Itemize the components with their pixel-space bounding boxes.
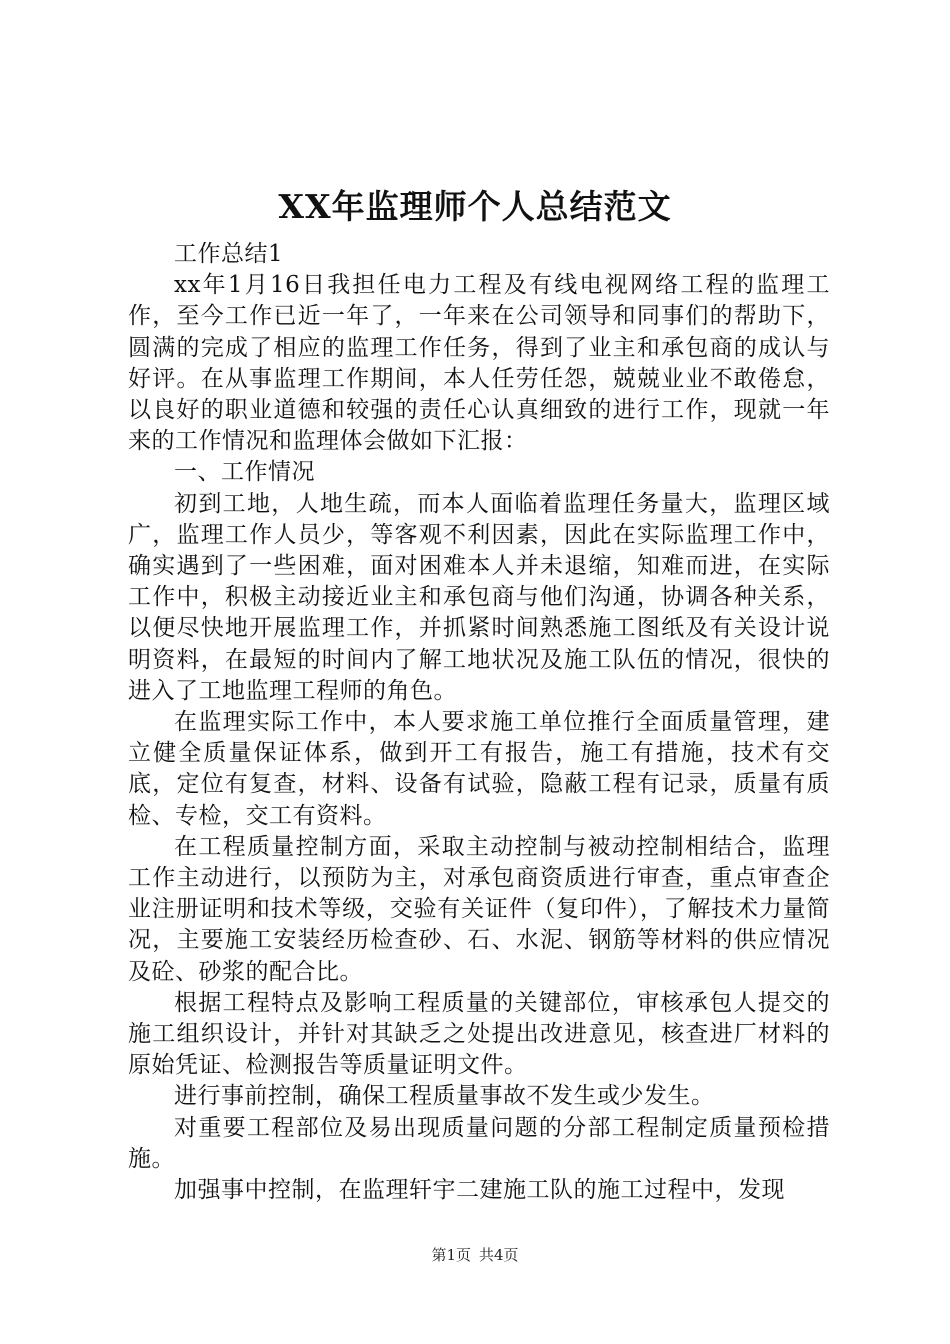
paragraph: 对重要工程部位及易出现质量问题的分部工程制定质量预检措施。 [128,1114,830,1172]
paragraph: 在工程质量控制方面，采取主动控制与被动控制相结合，监理工作主动进行，以预防为主，对承包商资质进行审查，重点审查企业注册证明和技术等级，交验有关证件（复印件），了解技术力量简况，主要施工安装经历检查砂、石、水泥、钢筋等材料的供应情况及砼、砂浆的配合比。 [128,833,830,985]
paragraph: 加强事中控制，在监理轩宇二建施工队的施工过程中，发现 [174,1177,785,1204]
paragraph: 根据工程特点及影响工程质量的关键部位，审核承包人提交的施工组织设计，并针对其缺乏之处提出改进意见，核查进厂材料的原始凭证、检测报告等质量证明文件。 [128,989,830,1079]
paragraph: 初到工地，人地生疏，而本人面临着监理任务量大，监理区域广，监理工作人员少，等客观不利因素，因此在实际监理工作中，确实遇到了一些困难，面对困难本人并未退缩，知难而进，在实际工作中，积极主动接近业主和承包商与他们沟通，协调各种关系，以便尽快地开展监理工作，并抓紧时间熟悉施工图纸及有关设计说明资料，在最短的时间内了解工地状况及施工队伍的情况，很快的进入了工地监理工程师的角色。 [128,490,830,704]
paragraph: 在监理实际工作中，本人要求施工单位推行全面质量管理，建立健全质量保证体系，做到开工有报告，施工有措施，技术有交底，定位有复查，材料、设备有试验，隐蔽工程有记录，质量有质检、专检，交工有资料。 [128,709,830,829]
page-total: 共4页 [479,1246,519,1264]
paragraph: xx年1月16日我担任电力工程及有线电视网络工程的监理工作，至今工作已近一年了，一年来在公司领导和同事们的帮助下，圆满的完成了相应的监理工作任务，得到了业主和承包商的成认与好评。在从事监理工作期间，本人任劳任怨，兢兢业业不敢倦怠，以良好的职业道德和较强的责任心认真细致的进行工作，现就一年来的工作情况和监理体会做如下汇报： [128,272,830,455]
page-footer [0,1244,950,1266]
paragraph-subheading: 一、工作情况 [174,459,315,486]
page-number: 第1页 [431,1246,471,1264]
paragraph-section-heading: 工作总结1 [174,241,284,267]
paragraph: 进行事前控制，确保工程质量事故不发生或少发生。 [174,1083,715,1110]
document-title: XX年监理师个人总结范文 [278,187,672,226]
document-body [128,239,830,1206]
